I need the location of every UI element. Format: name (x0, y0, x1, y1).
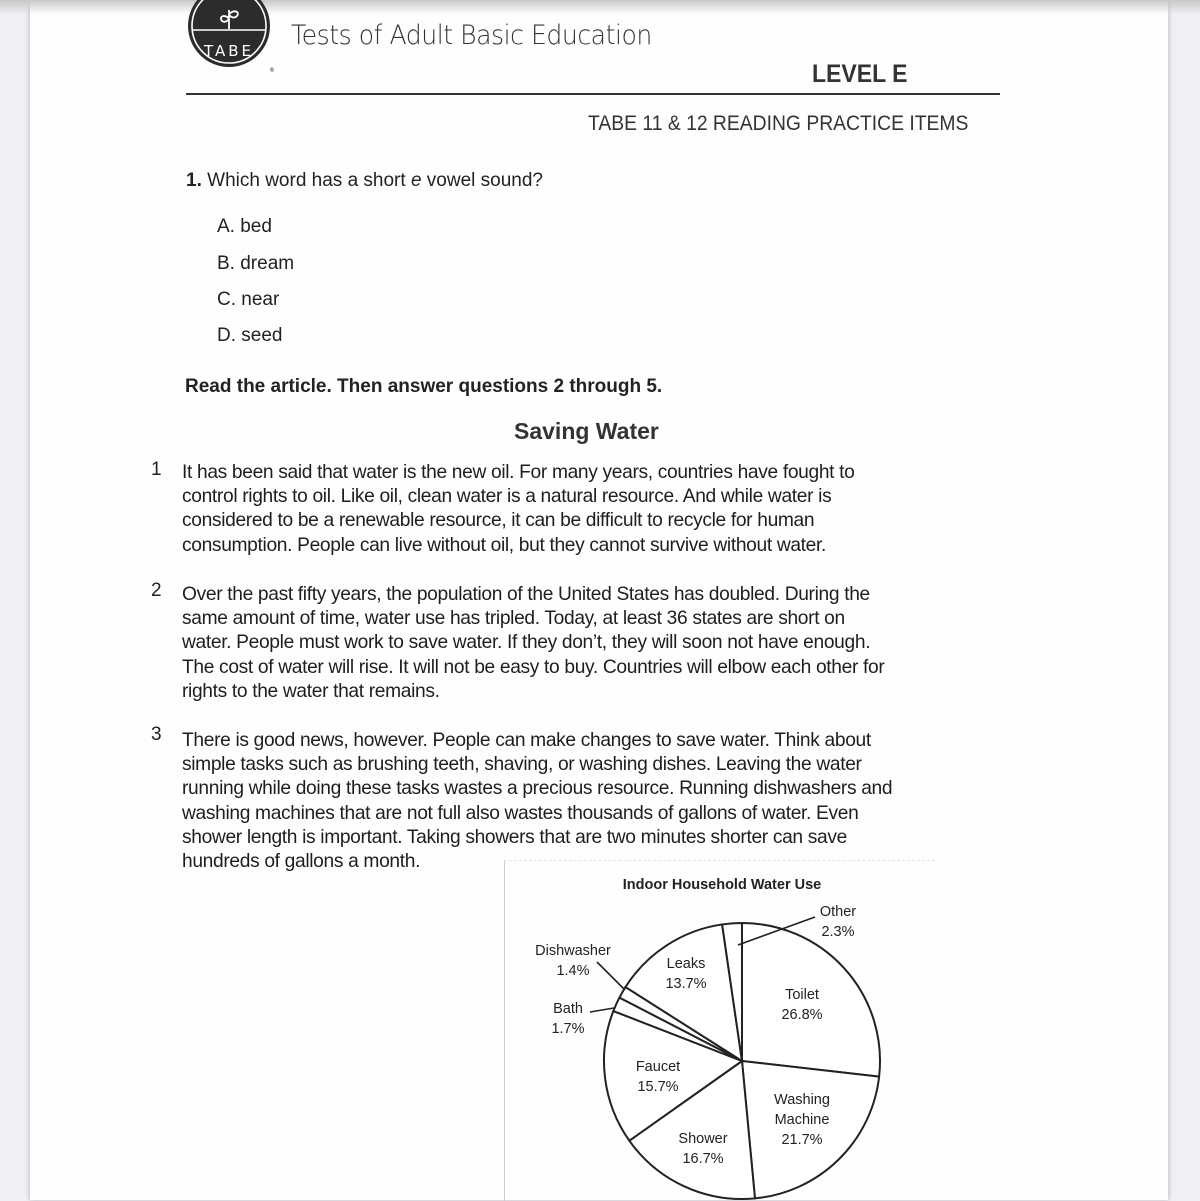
paragraph-line: The cost of water will rise. It will not be easy to buy. Countries will elbow each other for (182, 655, 885, 678)
paragraph-line: considered to be a renewable resource, it can be difficult to recycle for human (182, 509, 815, 532)
paragraph-line: Over the past fifty years, the population of the United States has doubled. During the (182, 583, 870, 605)
chart-title: Indoor Household Water Use (622, 877, 822, 893)
paragraph-line: water. People must work to save water. If they don’t, they will soon not have enough. (182, 631, 871, 654)
paragraph-number: 1 (151, 459, 162, 480)
paragraph-line: control rights to oil. Like oil, clean water is a natural resource. And while water is (182, 485, 832, 508)
article-title: Saving Water (514, 418, 659, 444)
paragraph-line: shower length is important. Taking showers that are two minutes shorter can save (182, 825, 847, 848)
leader-line-bath (590, 1008, 614, 1012)
prompt-italic-letter: e (410, 170, 422, 191)
option-text: seed (241, 325, 283, 346)
option-letter: C. (217, 289, 236, 310)
paragraph-line: hundreds of gallons a month. (182, 850, 421, 873)
option-letter: B. (217, 253, 235, 274)
leader-line-dishwasher (597, 962, 625, 990)
paragraph-line: rights to the water that remains. (182, 679, 440, 702)
slice-label-shower: Shower 16.7% (678, 1131, 728, 1167)
question-number: 1. (186, 170, 202, 191)
slice-label-bath: Bath 1.7% (551, 1001, 585, 1037)
paragraph-line: washing machines that are not full also wastes thousands of gallons of water. Even (182, 801, 859, 824)
instructions: Read the article. Then answer questions 2 through 5. (185, 376, 663, 397)
slice-label-toilet: Toilet 26.8% (781, 987, 823, 1023)
slice-label-faucet: Faucet 15.7% (635, 1059, 681, 1095)
option-text: bed (240, 216, 272, 237)
pie-slice-washing-machine (742, 1061, 879, 1198)
paragraph-line: running while doing these tasks wastes a precious resource. Running dishwashers and (182, 777, 893, 800)
paragraph-line: simple tasks such as brushing teeth, shaving, or washing dishes. Leaving the water (182, 753, 862, 776)
slice-label-washing-machine: Washing Machine 21.7% (774, 1092, 830, 1148)
option-text: near (241, 289, 280, 310)
prompt-text: Which word has a short (207, 170, 411, 191)
slice-label-leaks: Leaks 13.7% (665, 956, 707, 992)
brand-title: Tests of Adult Basic Education (291, 20, 652, 51)
slice-label-other: Other 2.3% (819, 904, 857, 940)
paragraph-line: It has been said that water is the new oil. For many years, countries have fought to (182, 461, 855, 483)
option-text: dream (240, 253, 295, 274)
paragraph-line: There is good news, however. People can make changes to save water. Think about (182, 729, 871, 751)
paragraph-number: 2 (151, 580, 162, 601)
option-letter: D. (217, 325, 236, 346)
paragraph-line: same amount of time, water use has tripled. Today, at least 36 states are short on (182, 607, 845, 630)
level-label: LEVEL E (812, 60, 908, 88)
paragraph-line: consumption. People can live without oil, but they cannot survive without water. (182, 533, 826, 556)
prompt-text-end: vowel sound? (421, 170, 543, 191)
page-subheading: TABE 11 & 12 READING PRACTICE ITEMS (588, 112, 969, 135)
slice-label-dishwasher: Dishwasher 1.4% (535, 943, 611, 979)
svg-text:®: ® (269, 67, 275, 74)
option-letter: A. (217, 216, 235, 237)
paragraph-number: 3 (151, 724, 162, 745)
logo-text: TABE (203, 42, 255, 60)
